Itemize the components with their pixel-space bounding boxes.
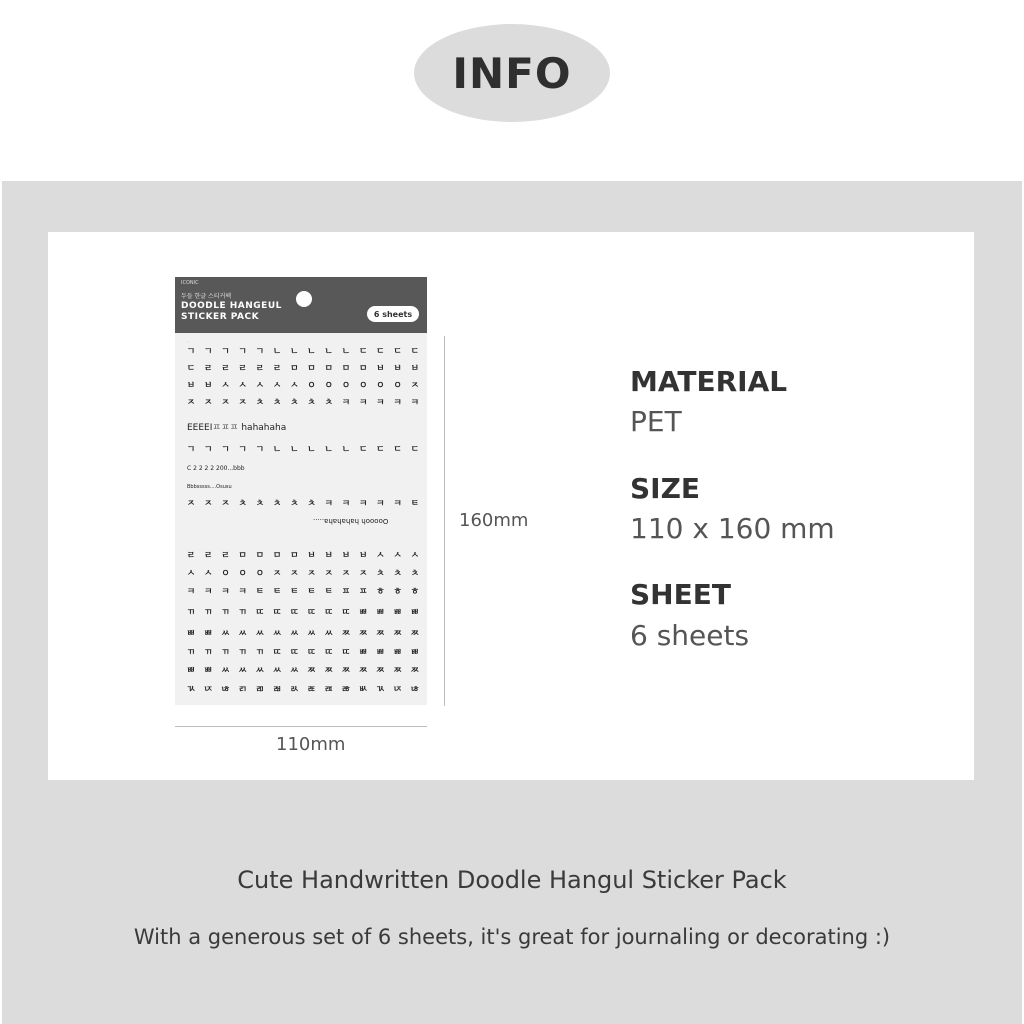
sticker-glyph: ㅂ	[358, 551, 368, 561]
sticker-glyph: ㅆ	[255, 666, 265, 676]
sticker-glyph: ㄸ	[324, 608, 334, 618]
sticker-glyph: ㄴ	[341, 347, 351, 357]
sticker-glyph: ㅅ	[255, 381, 265, 391]
sticker-glyph: ㅎ	[410, 587, 420, 597]
sticker-glyph: ㅄ	[358, 685, 368, 695]
sticker-glyph: ㅃ	[376, 648, 385, 658]
sticker-glyph: ㅉ	[410, 629, 420, 639]
text-sticker: Bbbsssss....Osusu	[187, 484, 232, 490]
sticker-glyph: ㅉ	[341, 666, 351, 676]
sticker-glyph: ㅆ	[272, 629, 282, 639]
package-header	[175, 277, 427, 333]
korean-subtitle: 두들 한글 스티커팩	[181, 293, 232, 300]
size-heading: SIZE	[630, 472, 701, 505]
sticker-glyph: ㄼ	[272, 685, 282, 695]
sticker-glyph: ㅊ	[255, 398, 265, 408]
sticker-glyph: ㅆ	[289, 666, 299, 676]
sticker-glyph: ㅃ	[393, 648, 402, 658]
sticker-glyph: ㄱ	[186, 445, 196, 455]
sticker-glyph: ㅂ	[410, 364, 420, 374]
sticker-glyph: ㄷ	[410, 445, 420, 455]
sticker-glyph: ㅍ	[341, 587, 351, 597]
sticker-glyph: ㄱ	[238, 347, 247, 357]
sticker-glyph: ㅈ	[238, 398, 247, 408]
sticker-glyph: ㄷ	[358, 445, 368, 455]
sticker-glyph: ㅆ	[307, 629, 316, 639]
sticker-glyph: ㅍ	[358, 587, 368, 597]
sticker-glyph: ㄵ	[203, 685, 213, 695]
sticker-glyph: ㅂ	[186, 381, 196, 391]
sticker-glyph: ㅅ	[289, 381, 299, 391]
product-image	[175, 277, 427, 705]
sticker-glyph: ㅈ	[221, 398, 230, 408]
sticker-glyph: ㄺ	[238, 685, 247, 695]
sticker-glyph: ㄸ	[341, 648, 351, 658]
sticker-glyph: ㄷ	[393, 347, 402, 357]
sticker-glyph: ㅋ	[393, 398, 402, 408]
sticker-glyph: ㅆ	[238, 666, 247, 676]
sticker-row	[185, 685, 421, 695]
sticker-glyph: ㅃ	[358, 608, 368, 618]
sticker-row	[185, 569, 421, 579]
sticker-row	[185, 587, 421, 597]
sticker-glyph: ㅊ	[289, 499, 299, 509]
sticker-glyph: ㅅ	[272, 381, 282, 391]
sticker-row	[185, 666, 421, 676]
sticker-glyph: ㅃ	[376, 608, 385, 618]
sticker-glyph: ㅋ	[410, 398, 420, 408]
sticker-glyph: ㅃ	[410, 608, 420, 618]
sticker-glyph: ㅉ	[376, 629, 385, 639]
sticker-glyph: ㄹ	[221, 551, 230, 561]
sticker-glyph: ㄷ	[186, 364, 196, 374]
sticker-glyph: ㄾ	[307, 685, 316, 695]
sticker-glyph: ㄲ	[221, 648, 230, 658]
sticker-glyph: ㄹ	[238, 364, 247, 374]
sticker-glyph: ㅆ	[255, 629, 265, 639]
sticker-row	[185, 499, 421, 509]
sticker-row	[185, 629, 421, 639]
sticker-glyph: ㅃ	[393, 608, 402, 618]
width-dimension-line	[175, 726, 427, 727]
sticker-glyph: ㄱ	[203, 347, 213, 357]
sticker-glyph: ㄹ	[272, 364, 282, 374]
sticker-glyph: ㅂ	[393, 364, 402, 374]
sticker-glyph: ㅁ	[238, 551, 247, 561]
sticker-glyph: ㅋ	[358, 499, 368, 509]
sticker-glyph: ㄴ	[272, 445, 282, 455]
sticker-glyph: ㅌ	[410, 499, 420, 509]
sticker-glyph: ㅅ	[203, 569, 213, 579]
sticker-glyph: ㅆ	[221, 629, 230, 639]
sticker-glyph: ㄴ	[324, 445, 334, 455]
sticker-glyph: ㅋ	[203, 587, 213, 597]
sticker-glyph: ㄲ	[186, 648, 196, 658]
material-value: PET	[630, 405, 682, 438]
sticker-glyph: ㄱ	[186, 347, 196, 357]
sheets-tag: 6 sheets	[367, 306, 419, 322]
text-sticker: Oooooh hahahaha.....	[313, 517, 389, 525]
width-dimension-label: 110mm	[276, 734, 346, 755]
sticker-glyph: ㄸ	[307, 608, 316, 618]
sticker-glyph: ㄱ	[221, 347, 230, 357]
sticker-glyph: ㅋ	[341, 499, 351, 509]
sticker-glyph: ㅅ	[238, 381, 247, 391]
sticker-glyph: ㅎ	[376, 587, 385, 597]
sticker-glyph: ㅋ	[376, 499, 385, 509]
sticker-glyph: ㄸ	[289, 648, 299, 658]
section-label: ·	[187, 339, 189, 344]
sticker-glyph: ㅌ	[289, 587, 299, 597]
sticker-glyph: ㄽ	[289, 685, 299, 695]
sticker-glyph: ㅅ	[393, 551, 402, 561]
sticker-glyph: ㄸ	[255, 608, 265, 618]
sticker-glyph: ㅌ	[272, 587, 282, 597]
sticker-glyph: ㅆ	[289, 629, 299, 639]
sticker-glyph: ㄹ	[255, 364, 265, 374]
sticker-glyph: ㄹ	[203, 364, 213, 374]
sticker-row	[185, 347, 421, 357]
sticker-glyph: ㅃ	[203, 666, 213, 676]
sticker-glyph: ㄹ	[186, 551, 196, 561]
sticker-glyph: ㅋ	[186, 587, 196, 597]
sticker-glyph: ㅂ	[203, 381, 213, 391]
sticker-glyph: ㄻ	[255, 685, 265, 695]
sticker-row	[185, 608, 421, 618]
sticker-glyph: ㅌ	[307, 587, 316, 597]
sticker-glyph: ㄱ	[255, 445, 265, 455]
hang-hole-icon	[296, 291, 312, 307]
sticker-glyph: ㄳ	[376, 685, 385, 695]
sticker-glyph: ㅈ	[186, 499, 196, 509]
sticker-glyph: ㅅ	[376, 551, 385, 561]
sticker-glyph: ㅁ	[272, 551, 282, 561]
sticker-glyph: ㄴ	[307, 347, 316, 357]
sticker-glyph: ㅁ	[289, 364, 299, 374]
sticker-glyph: ㄵ	[393, 685, 402, 695]
sticker-glyph: ㅂ	[307, 551, 316, 561]
sticker-glyph: ㄿ	[324, 685, 334, 695]
sticker-glyph: ㅆ	[221, 666, 230, 676]
sticker-glyph: ㄷ	[376, 445, 385, 455]
package-title	[181, 301, 311, 323]
sticker-glyph: ㅋ	[393, 499, 402, 509]
sticker-glyph: ㅁ	[324, 364, 334, 374]
sticker-glyph: ㅊ	[238, 499, 247, 509]
sticker-glyph: ㅃ	[186, 629, 196, 639]
sticker-glyph: ㅇ	[358, 381, 368, 391]
sticker-glyph: ㅊ	[272, 499, 282, 509]
sticker-glyph: ㄲ	[203, 608, 213, 618]
sticker-glyph: ㅇ	[324, 381, 334, 391]
sticker-glyph: ㅁ	[358, 364, 368, 374]
sticker-glyph: ㅊ	[255, 499, 265, 509]
sticker-glyph: ㅉ	[358, 666, 368, 676]
sheet-value: 6 sheets	[630, 619, 750, 652]
sticker-glyph: ㄴ	[324, 347, 334, 357]
sticker-glyph: ㅃ	[186, 666, 196, 676]
sticker-glyph: ㅈ	[341, 569, 351, 579]
sticker-glyph: ㅀ	[341, 685, 351, 695]
sticker-glyph: ㅉ	[307, 666, 316, 676]
sticker-glyph: ㅊ	[289, 398, 299, 408]
sticker-glyph: ㅂ	[324, 551, 334, 561]
sticker-glyph: ㄷ	[358, 347, 368, 357]
sticker-glyph: ㅈ	[358, 569, 368, 579]
sticker-glyph: ㅇ	[238, 569, 247, 579]
brand-label: ICONIC	[181, 280, 199, 286]
caption-description: With a generous set of 6 sheets, it's great for journaling or decorating :)	[133, 925, 891, 949]
sticker-glyph: ㄲ	[221, 608, 230, 618]
sticker-glyph: ㅈ	[324, 569, 334, 579]
sticker-glyph: ㄸ	[341, 608, 351, 618]
sticker-row	[185, 551, 421, 561]
sticker-glyph: ㄷ	[393, 445, 402, 455]
sticker-glyph: ㄸ	[272, 648, 282, 658]
sticker-glyph: ㅉ	[393, 629, 402, 639]
sticker-glyph: ㅈ	[221, 499, 230, 509]
text-sticker: EEEEIㅍㅍㅍ hahahaha	[187, 423, 287, 433]
sticker-glyph: ㄹ	[221, 364, 230, 374]
sticker-row	[185, 381, 421, 391]
sticker-glyph: ㄲ	[238, 608, 247, 618]
sticker-glyph: ㄴ	[289, 347, 299, 357]
sticker-glyph: ㅋ	[376, 398, 385, 408]
sticker-glyph: ㄲ	[238, 648, 247, 658]
sticker-glyph: ㅉ	[410, 666, 420, 676]
sticker-glyph: ㅈ	[203, 398, 213, 408]
package-title-line-1: DOODLE HANGEUL	[181, 301, 282, 311]
sticker-glyph: ㅉ	[358, 629, 368, 639]
sticker-glyph: ㅋ	[358, 398, 368, 408]
sticker-glyph: ㅇ	[307, 381, 316, 391]
sticker-glyph: ㅁ	[341, 364, 351, 374]
sticker-glyph: ㅊ	[376, 569, 385, 579]
material-heading: MATERIAL	[630, 365, 788, 398]
sticker-glyph: ㅅ	[410, 551, 420, 561]
sticker-glyph: ㄱ	[238, 445, 247, 455]
sticker-glyph: ㅎ	[393, 587, 402, 597]
sticker-glyph: ㅂ	[376, 364, 385, 374]
sticker-glyph: ㅉ	[341, 629, 351, 639]
sticker-glyph: ㅅ	[221, 381, 230, 391]
sticker-glyph: ㅈ	[186, 398, 196, 408]
sticker-glyph: ㅊ	[272, 398, 282, 408]
sticker-glyph: ㅆ	[324, 629, 334, 639]
sticker-glyph: ㄲ	[203, 648, 213, 658]
sticker-glyph: ㄸ	[289, 608, 299, 618]
sticker-glyph: ㅈ	[307, 569, 316, 579]
sticker-glyph: ㅌ	[255, 587, 265, 597]
sticker-glyph: ㅊ	[324, 398, 334, 408]
info-badge: INFO	[414, 24, 610, 122]
sticker-glyph: ㅉ	[393, 666, 402, 676]
sticker-glyph: ㄴ	[307, 445, 316, 455]
sticker-glyph: ㅋ	[221, 587, 230, 597]
sticker-glyph: ㅈ	[272, 569, 282, 579]
sticker-glyph: ㅊ	[393, 569, 402, 579]
sticker-glyph: ㄱ	[221, 445, 230, 455]
sticker-glyph: ㅇ	[341, 381, 351, 391]
sticker-glyph: ㅇ	[393, 381, 402, 391]
sticker-glyph: ㄴ	[289, 445, 299, 455]
caption-title: Cute Handwritten Doodle Hangul Sticker Pack	[237, 866, 787, 894]
sticker-glyph: ㅃ	[358, 648, 368, 658]
sticker-glyph: ㅆ	[272, 666, 282, 676]
sticker-glyph: ㄴ	[341, 445, 351, 455]
sticker-row	[185, 364, 421, 374]
sticker-glyph: ㅂ	[341, 551, 351, 561]
sticker-glyph: ㅃ	[203, 629, 213, 639]
size-value: 110 x 160 mm	[630, 512, 835, 545]
sticker-row	[185, 648, 421, 658]
sticker-glyph: ㅇ	[255, 569, 265, 579]
sticker-glyph: ㅁ	[255, 551, 265, 561]
sticker-glyph: ㄸ	[272, 608, 282, 618]
sticker-glyph: ㄶ	[221, 685, 230, 695]
sticker-glyph: ㄷ	[410, 347, 420, 357]
sticker-glyph: ㅉ	[376, 666, 385, 676]
sticker-glyph: ㅅ	[186, 569, 196, 579]
sticker-glyph: ㅈ	[289, 569, 299, 579]
sticker-glyph: ㅋ	[341, 398, 351, 408]
sticker-glyph: ㄱ	[255, 347, 265, 357]
sticker-glyph: ㅊ	[307, 398, 316, 408]
sticker-glyph: ㅈ	[410, 381, 420, 391]
sticker-glyph: ㄳ	[186, 685, 196, 695]
sticker-glyph: ㅇ	[376, 381, 385, 391]
sticker-glyph: ㅆ	[238, 629, 247, 639]
sticker-glyph: ㄶ	[410, 685, 420, 695]
sheet-heading: SHEET	[630, 578, 731, 611]
sticker-glyph: ㄲ	[186, 608, 196, 618]
sticker-glyph: ㅈ	[203, 499, 213, 509]
sticker-glyph: ㅊ	[410, 569, 420, 579]
package-title-line-2: STICKER PACK	[181, 312, 260, 322]
sticker-glyph: ㄷ	[376, 347, 385, 357]
sticker-glyph: ㅉ	[324, 666, 334, 676]
sticker-glyph: ㄴ	[272, 347, 282, 357]
sticker-glyph: ㅁ	[307, 364, 316, 374]
sticker-sheet	[185, 339, 421, 699]
sticker-glyph: ㅃ	[410, 648, 420, 658]
sticker-glyph: ㅇ	[221, 569, 230, 579]
sticker-glyph: ㄲ	[255, 648, 265, 658]
sticker-glyph: ㅊ	[307, 499, 316, 509]
sticker-glyph: ㄹ	[203, 551, 213, 561]
sticker-glyph: ㄱ	[203, 445, 213, 455]
sticker-glyph: ㅁ	[289, 551, 299, 561]
sticker-glyph: ㅌ	[324, 587, 334, 597]
text-sticker: C 2 2 2 2 200...bbb	[187, 465, 245, 472]
sticker-row	[185, 398, 421, 408]
sticker-glyph: ㄸ	[307, 648, 316, 658]
height-dimension-line	[444, 336, 445, 706]
sticker-glyph: ㅋ	[238, 587, 247, 597]
sticker-row	[185, 445, 421, 455]
sticker-glyph: ㅋ	[324, 499, 334, 509]
sticker-glyph: ㄸ	[324, 648, 334, 658]
height-dimension-label: 160mm	[459, 510, 529, 531]
